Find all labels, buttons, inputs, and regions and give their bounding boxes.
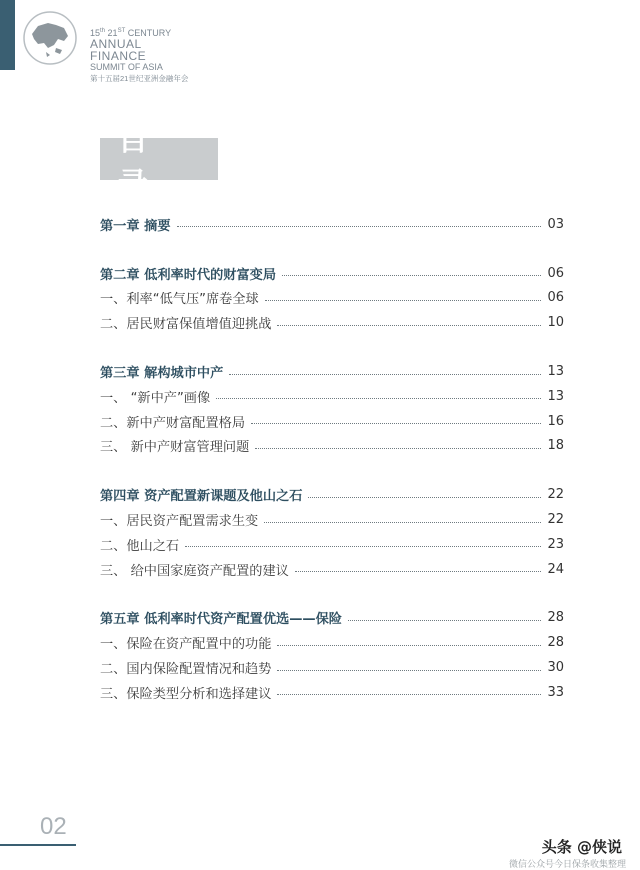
toc-page-number: 13	[547, 388, 564, 404]
toc-page-number: 24	[547, 561, 564, 577]
toc-entry-title: 第三章 解构城市中产	[100, 366, 224, 382]
toc-dot-leader	[265, 299, 542, 301]
toc-dot-leader	[216, 397, 541, 399]
logo-text: 15th 21ST CENTURY ANNUAL FINANCE SUMMIT OF ASIA 第十五届21世纪亚洲金融年会	[90, 28, 189, 83]
summit-logo	[20, 8, 200, 83]
toc-entry-title: 第五章 低利率时代资产配置优选——保险	[100, 612, 342, 628]
toc-dot-leader	[277, 669, 541, 671]
toc-entry-title: 二、国内保险配置情况和趋势	[100, 662, 272, 678]
toc-page-number: 33	[547, 684, 564, 700]
toc-entry-title: 一、 “新中产”画像	[100, 390, 211, 406]
toc-dot-leader	[177, 225, 542, 227]
page-number: 02	[40, 813, 67, 840]
toc-section-row[interactable]	[100, 680, 564, 705]
toc-spacer	[100, 237, 564, 261]
toc-page-number: 23	[547, 536, 564, 552]
toc-chapter-row[interactable]	[100, 261, 564, 286]
toc-section-row[interactable]	[100, 557, 564, 582]
toc-page-number: 13	[547, 364, 564, 380]
toc-chapter-row[interactable]	[100, 212, 564, 237]
toc-section-row[interactable]	[100, 507, 564, 532]
toc-entry-title: 第一章 摘要	[100, 218, 171, 234]
watermark-subtitle: 微信公众号今日保条收集整理	[508, 860, 626, 870]
toc-section-row[interactable]	[100, 655, 564, 680]
toc-entry-title: 二、新中产财富配置格局	[100, 415, 246, 431]
toc-entry-title: 三、 新中产财富管理问题	[100, 440, 250, 456]
toc-dot-leader	[229, 373, 541, 375]
toc-dot-leader	[348, 619, 541, 621]
toc-dot-leader	[295, 570, 542, 572]
toc-spacer	[100, 335, 564, 359]
toc-page-number: 18	[547, 438, 564, 454]
toc-entry-title: 三、 给中国家庭资产配置的建议	[100, 563, 289, 579]
toc-dot-leader	[251, 422, 541, 424]
toc-spacer	[100, 582, 564, 606]
toc-entry-title: 第四章 资产配置新课题及他山之石	[100, 489, 303, 505]
toc-chapter-row[interactable]	[100, 482, 564, 507]
toc-dot-leader	[277, 693, 541, 695]
toc-entry-title: 二、他山之石	[100, 538, 180, 554]
toc-chapter-row[interactable]	[100, 359, 564, 384]
toc-page-number: 30	[547, 660, 564, 676]
toc-page-number: 06	[547, 290, 564, 306]
toc-page-number: 28	[547, 635, 564, 651]
toc-section-row[interactable]	[100, 286, 564, 311]
toc-section-row[interactable]	[100, 434, 564, 459]
toc-spacer	[100, 458, 564, 482]
toc-dot-leader	[185, 545, 541, 547]
toc-dot-leader	[282, 274, 541, 276]
toc-entry-title: 一、保险在资产配置中的功能	[100, 637, 272, 653]
toc-entry-title: 一、居民资产配置需求生变	[100, 514, 259, 530]
toc-entry-title: 第二章 低利率时代的财富变局	[100, 267, 277, 283]
toc-dot-leader	[264, 521, 541, 523]
toc-section-row[interactable]	[100, 532, 564, 557]
toc-page-number: 28	[547, 610, 564, 626]
corner-accent-bar	[0, 0, 15, 70]
table-of-contents	[100, 212, 564, 705]
asia-map-icon	[20, 8, 80, 68]
toc-page-number: 03	[547, 216, 564, 232]
toc-dot-leader	[277, 644, 541, 646]
toc-section-row[interactable]	[100, 409, 564, 434]
toc-dot-leader	[255, 447, 541, 449]
toc-section-row[interactable]	[100, 310, 564, 335]
toc-page-number: 06	[547, 265, 564, 281]
watermark: 头条 @侠说	[541, 838, 622, 856]
toc-entry-title: 一、利率“低气压”席卷全球	[100, 292, 259, 308]
toc-entry-title: 二、居民财富保值增值迎挑战	[100, 317, 272, 333]
toc-dot-leader	[308, 496, 541, 498]
toc-section-row[interactable]	[100, 630, 564, 655]
toc-section-row[interactable]	[100, 384, 564, 409]
page-number-underline	[0, 844, 76, 846]
toc-page-number: 16	[547, 413, 564, 429]
toc-chapter-row[interactable]	[100, 606, 564, 631]
toc-page-number: 22	[547, 512, 564, 528]
toc-page-number: 22	[547, 487, 564, 503]
toc-entry-title: 三、保险类型分析和选择建议	[100, 686, 272, 702]
toc-dot-leader	[277, 324, 541, 326]
toc-page-number: 10	[547, 315, 564, 331]
page-title: 目录	[100, 138, 218, 180]
